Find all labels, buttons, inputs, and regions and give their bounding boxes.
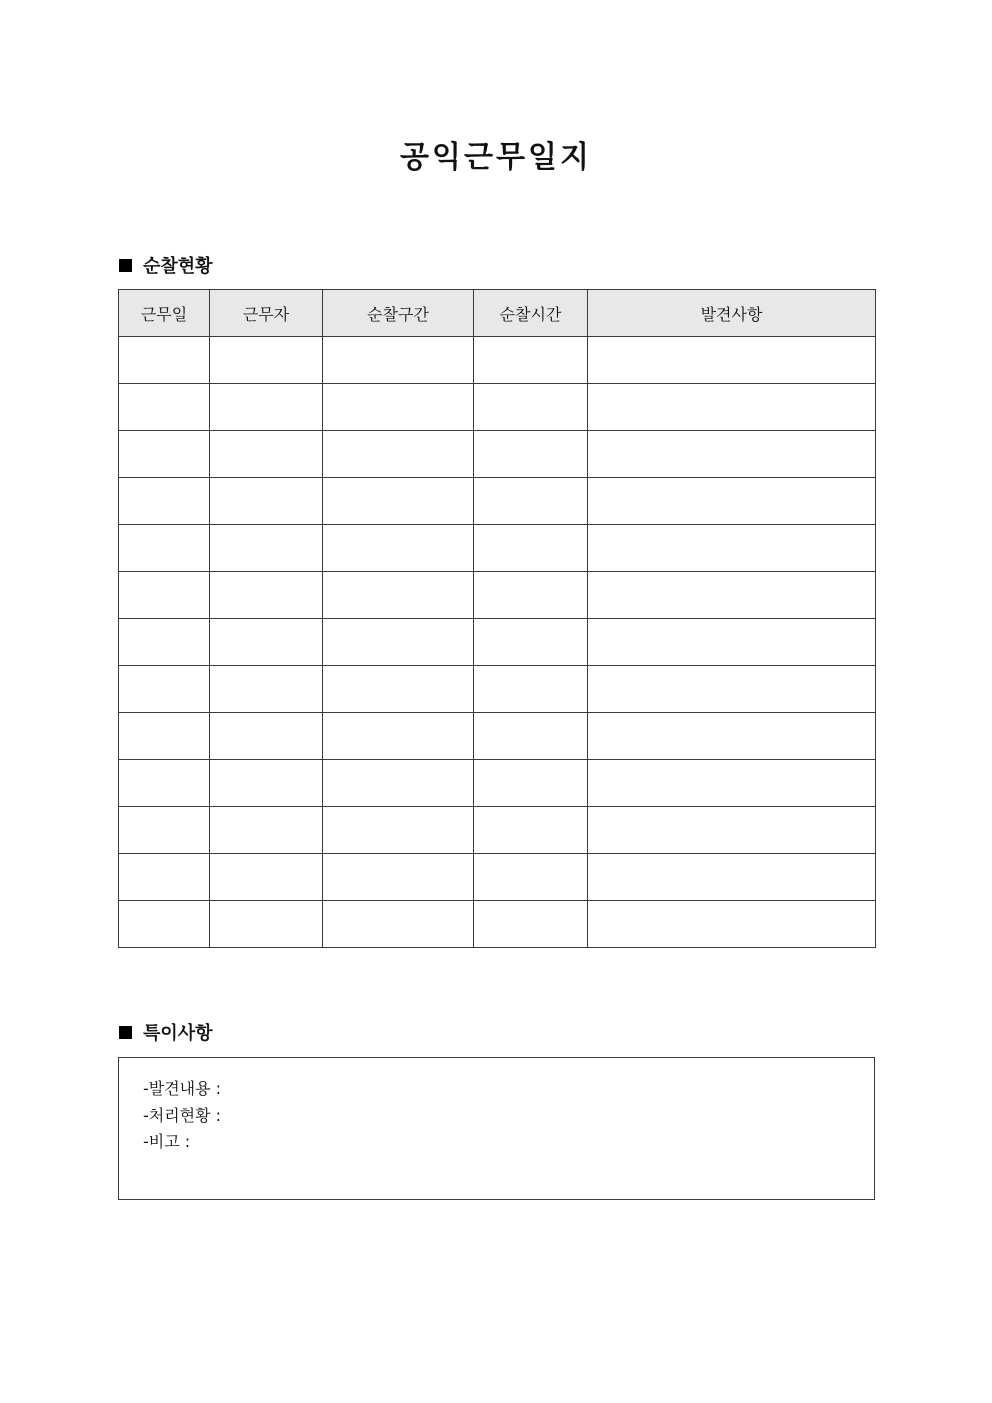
table-cell[interactable] — [323, 619, 474, 666]
table-cell[interactable] — [210, 384, 323, 431]
table-header-row — [119, 290, 876, 337]
table-cell[interactable] — [210, 619, 323, 666]
table-cell[interactable] — [323, 478, 474, 525]
table-cell[interactable] — [588, 713, 876, 760]
table-cell[interactable] — [474, 337, 588, 384]
column-header-findings: 발견사항 — [588, 290, 876, 337]
table-row — [119, 666, 876, 713]
table-cell[interactable] — [210, 807, 323, 854]
table-cell[interactable] — [474, 901, 588, 948]
table-row — [119, 760, 876, 807]
table-cell[interactable] — [210, 854, 323, 901]
column-header-patrol-section: 순찰구간 — [323, 290, 474, 337]
notes-box[interactable] — [118, 1057, 875, 1200]
table-cell[interactable] — [323, 807, 474, 854]
table-cell[interactable] — [474, 807, 588, 854]
table-cell[interactable] — [588, 901, 876, 948]
table-cell[interactable] — [210, 901, 323, 948]
notes-section-heading — [119, 1019, 213, 1045]
table-cell[interactable] — [119, 666, 210, 713]
table-row — [119, 572, 876, 619]
table-row — [119, 619, 876, 666]
table-row — [119, 807, 876, 854]
table-cell[interactable] — [119, 384, 210, 431]
table-cell[interactable] — [588, 337, 876, 384]
table-cell[interactable] — [588, 854, 876, 901]
table-cell[interactable] — [210, 760, 323, 807]
table-cell[interactable] — [588, 760, 876, 807]
column-header-worker: 근무자 — [210, 290, 323, 337]
table-cell[interactable] — [474, 713, 588, 760]
table-cell[interactable] — [323, 572, 474, 619]
table-row — [119, 713, 876, 760]
table-cell[interactable] — [119, 478, 210, 525]
column-header-work-date: 근무일 — [119, 290, 210, 337]
table-row — [119, 384, 876, 431]
table-cell[interactable] — [119, 760, 210, 807]
table-row — [119, 431, 876, 478]
table-cell[interactable] — [588, 666, 876, 713]
table-cell[interactable] — [474, 525, 588, 572]
table-cell[interactable] — [119, 431, 210, 478]
table-row — [119, 478, 876, 525]
table-cell[interactable] — [588, 572, 876, 619]
table-cell[interactable] — [210, 572, 323, 619]
table-cell[interactable] — [588, 619, 876, 666]
notes-line-remarks: -비고 : — [143, 1132, 191, 1151]
notes-line-findings: -발견내용 : — [143, 1079, 222, 1098]
table-row — [119, 901, 876, 948]
column-header-patrol-time: 순찰시간 — [474, 290, 588, 337]
table-cell[interactable] — [323, 854, 474, 901]
table-cell[interactable] — [323, 760, 474, 807]
notes-heading-label: 특이사항 — [143, 1023, 213, 1044]
table-cell[interactable] — [474, 384, 588, 431]
table-cell[interactable] — [323, 525, 474, 572]
black-square-icon — [119, 259, 132, 272]
table-cell[interactable] — [119, 713, 210, 760]
table-cell[interactable] — [323, 901, 474, 948]
table-cell[interactable] — [323, 713, 474, 760]
table-cell[interactable] — [474, 619, 588, 666]
table-cell[interactable] — [588, 478, 876, 525]
table-cell[interactable] — [323, 337, 474, 384]
patrol-table — [118, 289, 876, 948]
table-cell[interactable] — [323, 431, 474, 478]
black-square-icon — [119, 1026, 132, 1039]
table-cell[interactable] — [588, 525, 876, 572]
table-row — [119, 525, 876, 572]
table-cell[interactable] — [474, 854, 588, 901]
table-cell[interactable] — [474, 760, 588, 807]
table-cell[interactable] — [474, 572, 588, 619]
table-cell[interactable] — [588, 384, 876, 431]
table-cell[interactable] — [119, 619, 210, 666]
table-cell[interactable] — [210, 337, 323, 384]
table-cell[interactable] — [119, 901, 210, 948]
notes-line-handling-status: -처리현황 : — [143, 1105, 222, 1125]
table-cell[interactable] — [588, 431, 876, 478]
table-cell[interactable] — [119, 807, 210, 854]
table-cell[interactable] — [588, 807, 876, 854]
patrol-section-heading — [119, 252, 213, 278]
table-row — [119, 337, 876, 384]
table-cell[interactable] — [474, 431, 588, 478]
table-cell[interactable] — [323, 666, 474, 713]
table-cell[interactable] — [119, 525, 210, 572]
document-title: 공익근무일지 — [400, 140, 592, 175]
table-cell[interactable] — [119, 572, 210, 619]
table-cell[interactable] — [210, 525, 323, 572]
patrol-heading-label: 순찰현황 — [143, 256, 213, 277]
table-cell[interactable] — [210, 478, 323, 525]
patrol-table-body — [119, 337, 876, 948]
table-row — [119, 854, 876, 901]
table-cell[interactable] — [210, 666, 323, 713]
table-cell[interactable] — [210, 431, 323, 478]
notes-lines — [143, 1076, 221, 1156]
table-cell[interactable] — [119, 854, 210, 901]
table-cell[interactable] — [210, 713, 323, 760]
table-cell[interactable] — [474, 478, 588, 525]
table-cell[interactable] — [474, 666, 588, 713]
table-cell[interactable] — [119, 337, 210, 384]
table-cell[interactable] — [323, 384, 474, 431]
